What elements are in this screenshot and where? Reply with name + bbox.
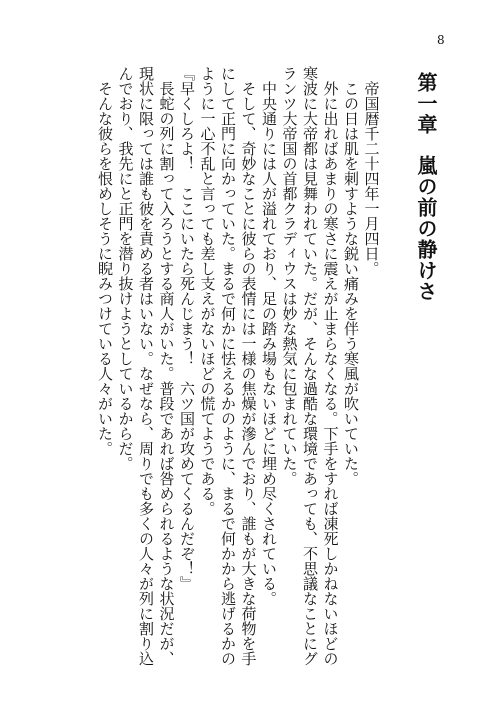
paragraph-line: 現状に限っては誰も彼を責める者はいない。なぜなら、周りでも多くの人々が列に割り込: [137, 66, 155, 666]
paragraph-line: そして、奇妙なことに彼らの表情には一様の焦燥が滲んでおり、誰もが大きな荷物を手: [239, 81, 258, 666]
page-number: 8: [437, 33, 445, 47]
paragraph-line: そんな彼らを恨めしそうに睨みつけている人々がいた。: [96, 81, 114, 456]
paragraph-line: ランツ大帝国の首都クラディウスは妙な熱気に包まれていた。: [280, 66, 299, 486]
paragraph-line: 外に出ればあまりの寒さに震えが止まらなくなる。下手をすれば凍死しかねないほどの: [321, 81, 340, 666]
paragraph-line: 帝国暦千二十四年一月四日。: [362, 81, 381, 276]
paragraph-line: 長蛇の列に割って入ろうとする商人がいた。普段であれば咎められるような状況だが、: [157, 81, 176, 666]
body-text: [95, 66, 437, 666]
chapter-title: [416, 66, 437, 666]
paragraph-line: にして正門に向かっていた。まるで何かに怯えるかのように、まるで何かから逃げるかの: [219, 66, 237, 666]
chapter-name: 嵐の前の静けさ: [414, 155, 438, 302]
chapter-number: 第一章: [414, 72, 438, 135]
paragraph-line: ように一心不乱と言っても差し支えがないほどの慌てようである。: [198, 66, 217, 516]
dialogue-line: 『早くしろよ！ ここにいたら死んじまう！ 六ツ国が攻めてくるんだぞ！』: [178, 66, 196, 591]
paragraph-line: んでおり、我先にと正門を潜り抜けようとしているからだ。: [116, 66, 135, 471]
paragraph-line: 寒波に大帝都は見舞われていた。だが、そんな過酷な環境であっても、不思議なことにグ: [301, 66, 319, 666]
paragraph-line: 中央通りには人が溢れており、足の踏み場もないほどに埋め尽くされている。: [260, 81, 278, 606]
paragraph-line: この日は肌を刺すような鋭い痛みを伴う寒風が吹いていた。: [342, 81, 360, 486]
